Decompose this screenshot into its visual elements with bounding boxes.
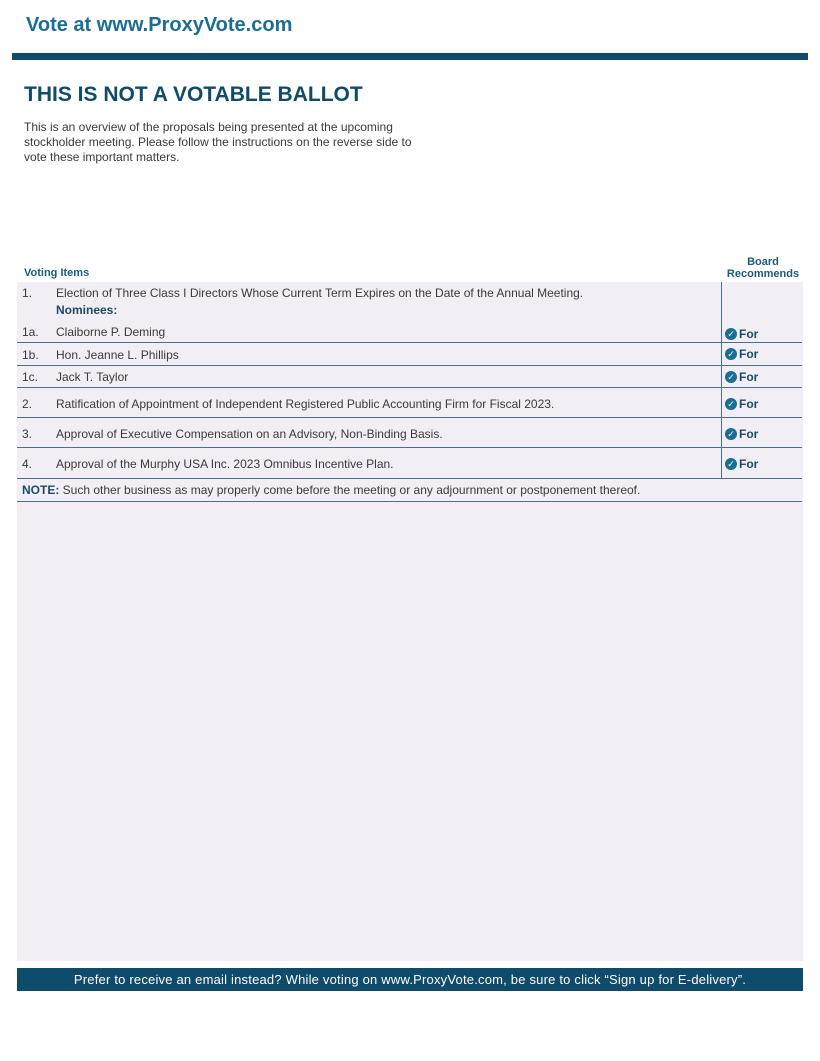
recommendation — [725, 327, 758, 341]
item-text: Election of Three Class I Directors Whose Current Term Expires on the Date of the Annual Meeting. — [56, 286, 584, 300]
board-header-line2: Recommends — [726, 268, 800, 280]
row-divider — [17, 342, 802, 343]
proxyvote-link[interactable]: Vote at www.ProxyVote.com — [26, 14, 293, 36]
check-circle-icon: ✓ — [725, 371, 737, 383]
row-divider — [17, 365, 802, 366]
item-number: 2. — [22, 397, 33, 411]
item-number: 1. — [22, 286, 33, 300]
item-number: 3. — [22, 427, 33, 441]
item-number: 1b. — [22, 348, 39, 362]
note-text — [22, 483, 640, 497]
voting-items-panel — [17, 282, 803, 961]
check-circle-icon: ✓ — [725, 458, 737, 470]
item-text: Ratification of Appointment of Independent Registered Public Accounting Firm for Fiscal 2023. — [56, 397, 555, 411]
item-text: Approval of Executive Compensation on an Advisory, Non-Binding Basis. — [56, 427, 443, 441]
recommendation-label: For — [739, 370, 759, 384]
column-divider — [721, 282, 722, 478]
item-number: 4. — [22, 457, 33, 471]
item-text: Jack T. Taylor — [56, 370, 129, 384]
page-title: THIS IS NOT A VOTABLE BALLOT — [24, 83, 363, 106]
note-label: NOTE: — [22, 483, 60, 497]
item-text: Claiborne P. Deming — [56, 325, 166, 339]
recommendation — [725, 347, 758, 361]
recommendation — [725, 397, 758, 411]
board-header-line1: Board — [747, 256, 779, 268]
recommendation-label: For — [739, 427, 759, 441]
header-divider — [12, 53, 808, 60]
footer-text: Prefer to receive an email instead? While voting on www.ProxyVote.com, be sure to click “Sign up for E-delivery”. — [73, 972, 747, 987]
row-divider — [17, 478, 802, 479]
check-circle-icon: ✓ — [725, 398, 737, 410]
board-recommends-header — [722, 256, 804, 280]
row-divider — [17, 387, 802, 388]
nominees-label: Nominees: — [56, 303, 118, 317]
item-text: Approval of the Murphy USA Inc. 2023 Omnibus Incentive Plan. — [56, 457, 394, 471]
intro-text: This is an overview of the proposals being presented at the upcoming stockholder meeting. Please follow the instructions on the reverse side to vote these important matters. — [24, 120, 412, 164]
recommendation-label: For — [739, 347, 759, 361]
check-circle-icon: ✓ — [725, 328, 737, 340]
voting-items-header: Voting Items — [24, 267, 90, 279]
recommendation-label: For — [739, 327, 759, 341]
e-delivery-banner — [17, 968, 803, 991]
recommendation-label: For — [739, 457, 759, 471]
recommendation — [725, 457, 758, 471]
row-divider — [17, 447, 802, 448]
item-number: 1a. — [22, 325, 39, 339]
item-text: Hon. Jeanne L. Phillips — [56, 348, 179, 362]
recommendation-label: For — [739, 397, 759, 411]
recommendation — [725, 427, 758, 441]
item-number: 1c. — [22, 370, 39, 384]
row-divider — [17, 417, 802, 418]
check-circle-icon: ✓ — [725, 348, 737, 360]
row-divider — [17, 501, 802, 502]
note-body: Such other business as may properly come before the meeting or any adjournment or postponement thereof. — [59, 483, 641, 497]
recommendation — [725, 370, 758, 384]
check-circle-icon: ✓ — [725, 428, 737, 440]
